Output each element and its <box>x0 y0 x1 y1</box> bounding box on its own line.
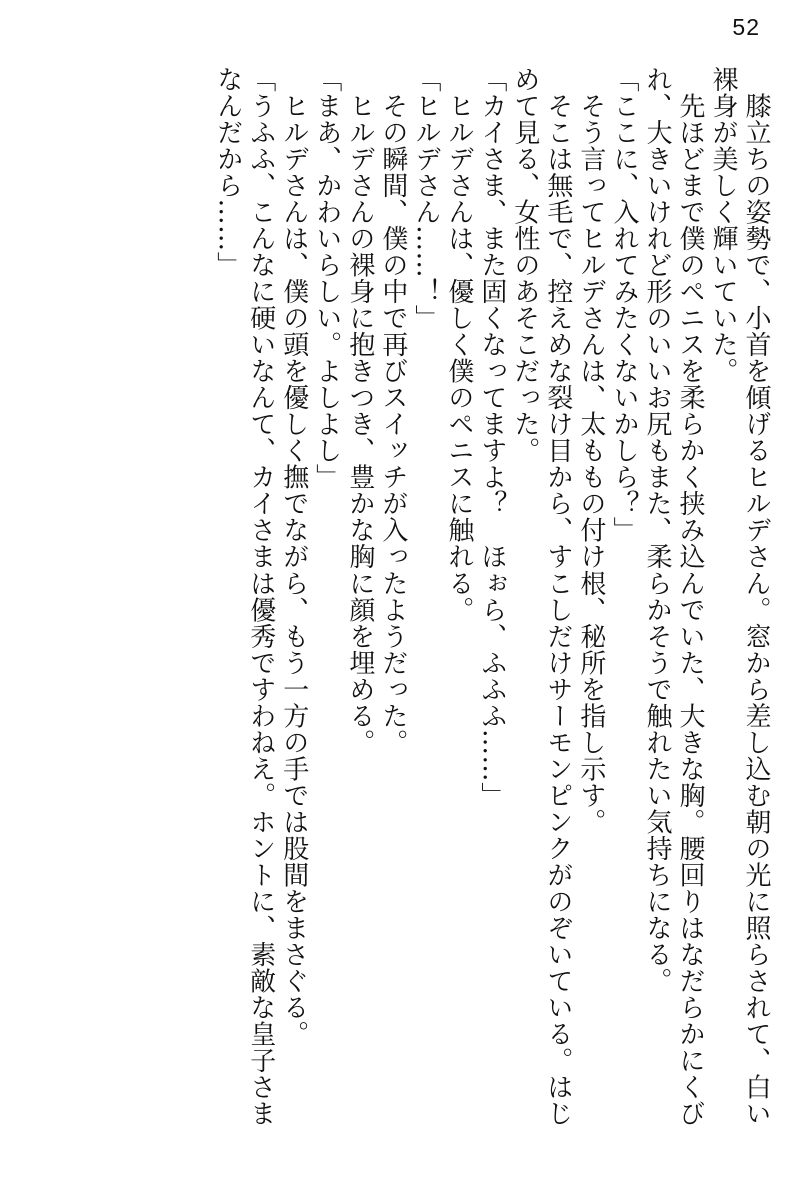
text-line: ヒルデさんの裸身に抱きつき、豊かな胸に顔を埋める。 <box>344 66 375 756</box>
text-line: 膝立ちの姿勢で、小首を傾げるヒルデさん。窓から差し込む朝の光に照らされて、白い <box>741 66 771 1127</box>
text-line: 裸身が美しく輝いていた。 <box>707 66 738 385</box>
vertical-text-body <box>32 66 772 1184</box>
text-line: 「ヒルデさん……！」 <box>410 66 441 332</box>
text-line: そう言ってヒルデさんは、太ももの付け根、秘所を指し示す。 <box>575 66 606 836</box>
text-line: そこは無毛で、控えめな裂け目から、すこしだけサーモンピンクがのぞいている。はじ <box>542 66 573 1127</box>
page-number: 52 <box>732 14 760 40</box>
text-line: 「ここに、入れてみたくないかしら？」 <box>608 66 639 544</box>
text-line: ヒルデさんは、優しく僕のペニスに触れる。 <box>443 66 474 623</box>
text-line: れ、大きいけれど形のいいお尻もまた、柔らかそうで触れたい気持ちになる。 <box>641 66 672 995</box>
text-line: その瞬間、僕の中で再びスイッチが入ったようだった。 <box>377 66 408 756</box>
text-line: なんだから……」 <box>212 66 243 279</box>
text-line: 「カイさま、また固くなってますよ？ ほぉら、ふふふ……」 <box>476 66 507 809</box>
text-line: 「うふふ、こんなに硬いなんて、カイさまは優秀ですわねえ。ホントに、素敵な皇子さま <box>245 66 276 1127</box>
text-line: めて見る、女性のあそこだった。 <box>509 66 540 464</box>
text-line: 「まあ、かわいらしい。よしよし」 <box>311 66 342 491</box>
text-line: 先ほどまで僕のペニスを柔らかく挟み込んでいた、大きな胸。腰回りはなだらかにくび <box>674 66 705 1127</box>
text-line: ヒルデさんは、僕の頭を優しく撫でながら、もう一方の手では股間をまさぐる。 <box>278 66 309 1048</box>
